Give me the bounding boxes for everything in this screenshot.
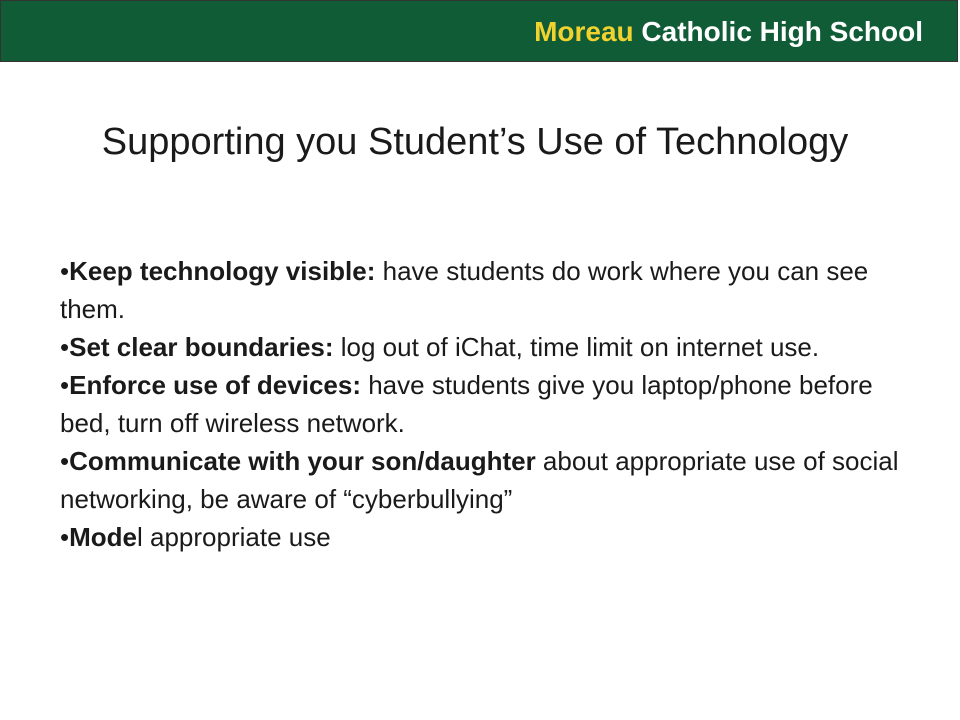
bullet-lead: Mode bbox=[69, 522, 137, 552]
bullet-item-communicate bbox=[60, 442, 920, 518]
bullet-text: about appropriate use of social networking, be aware of “cyberbullying” bbox=[60, 446, 899, 514]
bullet-lead: Enforce use of devices: bbox=[69, 370, 361, 400]
bullet-text: l appropriate use bbox=[137, 522, 331, 552]
school-name-rest: Catholic High School bbox=[633, 16, 923, 47]
bullet-text: have students give you laptop/phone before bed, turn off wireless network. bbox=[60, 370, 873, 438]
bullet-item-boundaries bbox=[60, 328, 920, 366]
bullet-marker: • bbox=[60, 332, 70, 362]
school-name-accent: Moreau bbox=[534, 16, 634, 47]
bullet-text: have students do work where you can see them. bbox=[60, 256, 869, 324]
bullet-item-keep-visible bbox=[60, 252, 920, 328]
header-bar bbox=[0, 0, 958, 62]
bullet-marker: • bbox=[60, 522, 70, 552]
bullet-text: log out of iChat, time limit on internet use. bbox=[333, 332, 820, 362]
bullet-lead: Keep technology visible: bbox=[69, 256, 376, 286]
bullet-lead: Set clear boundaries: bbox=[69, 332, 334, 362]
slide-title: Supporting you Student’s Use of Technology bbox=[101, 121, 849, 163]
bullet-list bbox=[60, 252, 920, 556]
school-name bbox=[534, 15, 923, 49]
bullet-item-enforce-devices bbox=[60, 366, 920, 442]
bullet-marker: • bbox=[60, 370, 70, 400]
bullet-marker: • bbox=[60, 256, 70, 286]
bullet-item-model bbox=[60, 518, 920, 556]
bullet-lead: Communicate with your son/daughter bbox=[69, 446, 536, 476]
bullet-marker: • bbox=[60, 446, 70, 476]
